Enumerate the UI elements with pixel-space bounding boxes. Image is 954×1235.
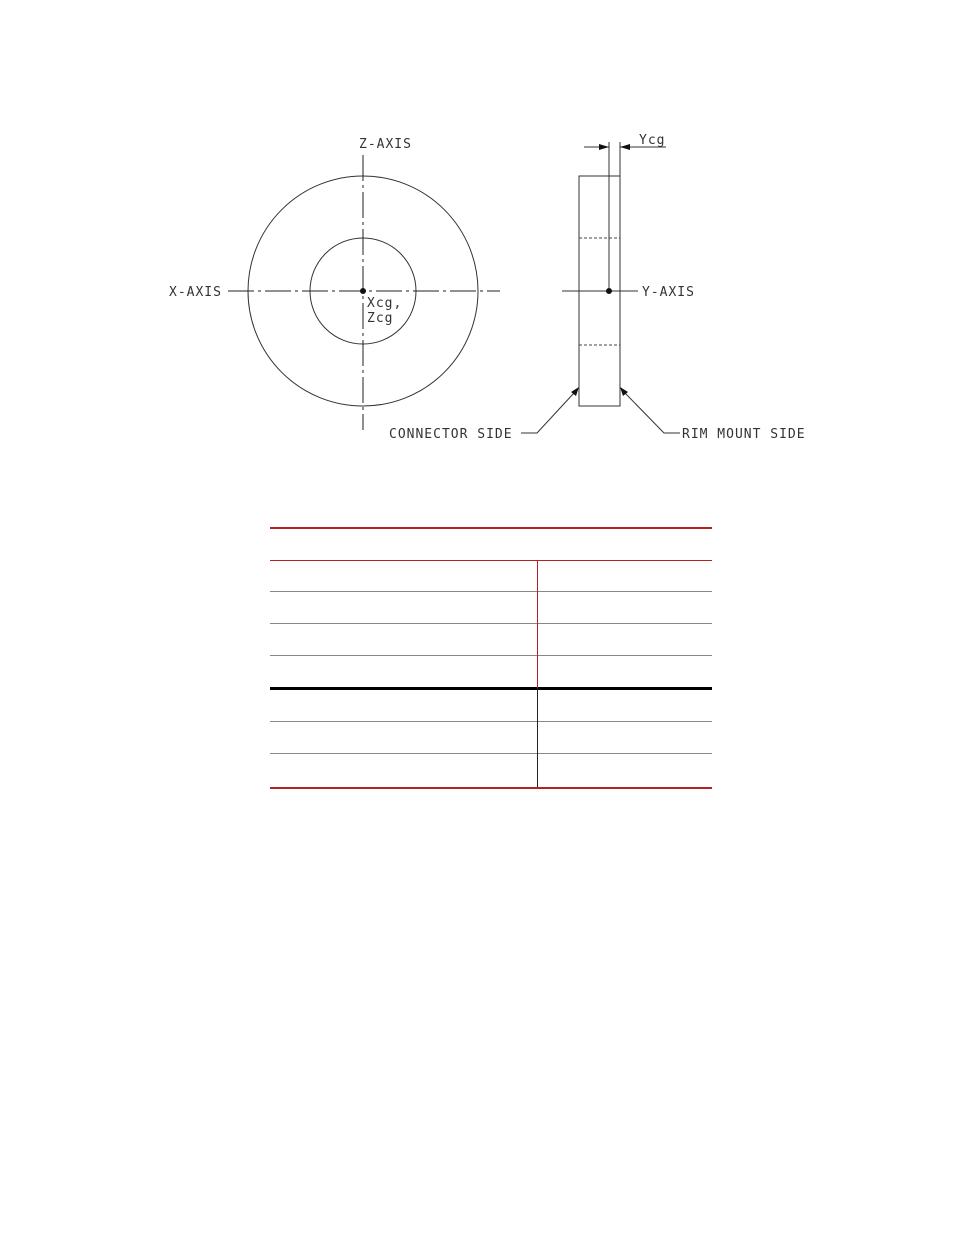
table-row-rule — [270, 655, 712, 656]
table-header-rule — [270, 560, 712, 561]
center-of-gravity-front — [360, 288, 366, 294]
table-section-rule — [270, 687, 712, 690]
table-bottom-rule — [270, 787, 712, 789]
table-row-rule — [270, 753, 712, 754]
properties-table — [270, 527, 712, 789]
ycg-label: Ycg — [639, 133, 666, 148]
table-row-rule — [270, 591, 712, 592]
table-column-divider — [537, 688, 538, 787]
y-axis-label: Y-AXIS — [642, 285, 695, 300]
ycg-arrow-left — [599, 144, 609, 150]
z-axis-label: Z-AXIS — [359, 137, 412, 152]
connector-side-label: CONNECTOR SIDE — [389, 427, 513, 442]
rim-mount-side-leader — [625, 393, 680, 433]
ycg-arrow-right — [620, 144, 630, 150]
engineering-drawing — [0, 0, 954, 470]
zcg-label: Zcg — [367, 311, 394, 326]
connector-side-leader — [521, 393, 574, 433]
rim-mount-side-label: RIM MOUNT SIDE — [682, 427, 806, 442]
xcg-label: Xcg, — [367, 296, 403, 311]
table-column-divider — [537, 560, 538, 688]
x-axis-label: X-AXIS — [169, 285, 222, 300]
table-row-rule — [270, 721, 712, 722]
table-row-rule — [270, 623, 712, 624]
side-view — [389, 133, 806, 442]
center-of-gravity-side — [606, 288, 612, 294]
table-top-rule — [270, 527, 712, 529]
front-view — [169, 137, 500, 430]
